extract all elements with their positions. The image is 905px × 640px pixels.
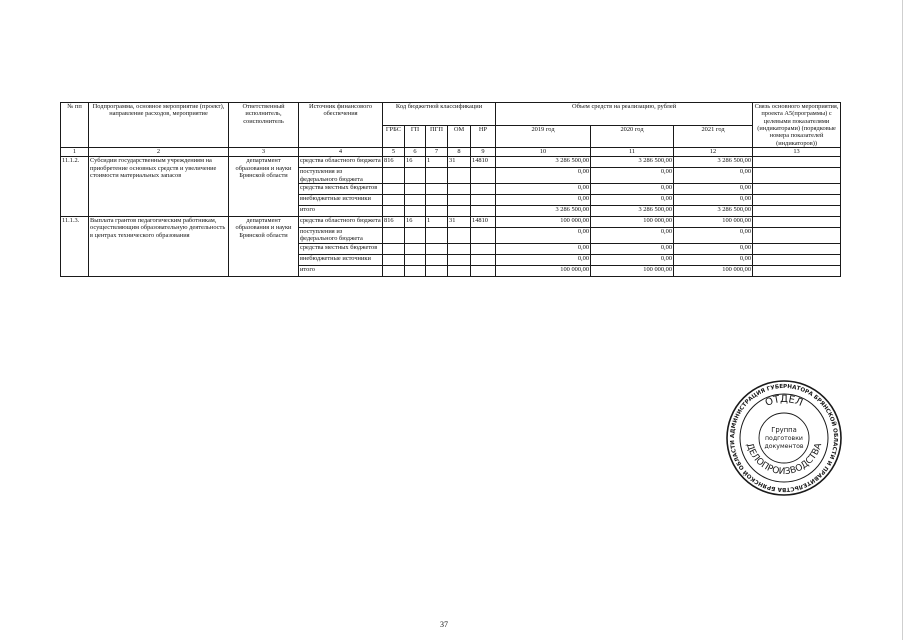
col-number: 5	[383, 148, 405, 157]
page-number: 37	[440, 620, 448, 629]
code-nr	[471, 227, 496, 243]
stamp-dept-top: ОТДЕЛ	[763, 393, 805, 409]
col-number: 10	[496, 148, 591, 157]
amount-2019: 3 286 500,00	[496, 157, 591, 168]
header-om: ОМ	[448, 125, 471, 148]
indicator-link-cell	[753, 265, 841, 276]
header-grbs: ГРБС	[383, 125, 405, 148]
code-pgp: 1	[426, 157, 448, 168]
header-year-2019: 2019 год	[496, 125, 591, 148]
header-budget-code: Код бюджетной классификации	[383, 103, 496, 126]
code-om	[448, 168, 471, 184]
funding-source: средства областного бюджета	[299, 157, 383, 168]
amount-2019: 3 286 500,00	[496, 205, 591, 216]
amount-2019: 100 000,00	[496, 216, 591, 227]
scan-edge-line	[902, 0, 903, 640]
amount-2019: 0,00	[496, 194, 591, 205]
amount-2021: 0,00	[674, 168, 753, 184]
code-nr	[471, 254, 496, 265]
indicator-link-cell	[753, 243, 841, 254]
code-nr	[471, 168, 496, 184]
col-number: 6	[405, 148, 426, 157]
indicator-link-cell	[753, 157, 841, 168]
stamp-center-line: документов	[764, 443, 804, 450]
amount-2020: 0,00	[591, 227, 674, 243]
indicator-link-cell	[753, 183, 841, 194]
header-responsible: Ответственный исполнитель, соисполнитель	[229, 103, 299, 148]
code-gp: 16	[405, 216, 426, 227]
header-subprogram: Подпрограмма, основное мероприятие (проект), направление расходов, мероприятие	[89, 103, 229, 148]
code-gp	[405, 168, 426, 184]
stamp-dept-bottom: ДЕЛОПРОИЗВОДСТВА	[743, 441, 825, 478]
amount-2021: 100 000,00	[674, 216, 753, 227]
code-gp	[405, 227, 426, 243]
code-nr	[471, 265, 496, 276]
header-num: № пп	[61, 103, 89, 148]
code-om	[448, 265, 471, 276]
code-om	[448, 183, 471, 194]
funding-source: средства местных бюджетов	[299, 183, 383, 194]
header-nr: НР	[471, 125, 496, 148]
funding-source: поступления из федерального бюджета	[299, 227, 383, 243]
amount-2019: 0,00	[496, 168, 591, 184]
responsible-executor: департамент образования и науки Брянской области	[229, 216, 299, 276]
amount-2021: 0,00	[674, 243, 753, 254]
amount-2021: 3 286 500,00	[674, 157, 753, 168]
funding-source: итого	[299, 265, 383, 276]
col-number: 12	[674, 148, 753, 157]
code-gp	[405, 243, 426, 254]
amount-2020: 100 000,00	[591, 265, 674, 276]
col-number: 9	[471, 148, 496, 157]
amount-2020: 0,00	[591, 183, 674, 194]
amount-2020: 0,00	[591, 168, 674, 184]
code-pgp	[426, 243, 448, 254]
responsible-executor: департамент образования и науки Брянской области	[229, 157, 299, 217]
code-pgp	[426, 265, 448, 276]
code-pgp	[426, 254, 448, 265]
activity-name: Субсидии государственным учреждениям на приобретение основных средств и увеличение стоимости материальных запасов	[89, 157, 229, 217]
amount-2020: 0,00	[591, 254, 674, 265]
code-grbs: 816	[383, 157, 405, 168]
funding-source: поступления из федерального бюджета	[299, 168, 383, 184]
code-gp: 16	[405, 157, 426, 168]
amount-2019: 0,00	[496, 243, 591, 254]
code-om	[448, 227, 471, 243]
code-om	[448, 243, 471, 254]
code-pgp	[426, 205, 448, 216]
column-number-row	[61, 148, 841, 157]
amount-2021: 100 000,00	[674, 265, 753, 276]
code-gp	[405, 265, 426, 276]
amount-2020: 100 000,00	[591, 216, 674, 227]
amount-2021: 3 286 500,00	[674, 205, 753, 216]
code-nr	[471, 194, 496, 205]
amount-2020: 3 286 500,00	[591, 157, 674, 168]
funding-source: внебюджетные источники	[299, 194, 383, 205]
code-gp	[405, 254, 426, 265]
col-number: 8	[448, 148, 471, 157]
stamp-center-line: Группа	[771, 426, 797, 434]
code-grbs	[383, 168, 405, 184]
code-nr: 14810	[471, 157, 496, 168]
indicator-link-cell	[753, 216, 841, 227]
code-grbs	[383, 194, 405, 205]
code-nr	[471, 183, 496, 194]
code-gp	[405, 183, 426, 194]
code-pgp	[426, 168, 448, 184]
indicator-link-cell	[753, 168, 841, 184]
header-row	[61, 103, 841, 126]
funding-source: итого	[299, 205, 383, 216]
stamp-ring-text: АДМИНИСТРАЦИЯ ГУБЕРНАТОРА БРЯНСКОЙ ОБЛАСТИ И ПРАВИТЕЛЬСТВА БРЯНСКОЙ ОБЛАСТИ	[729, 383, 839, 493]
col-number: 11	[591, 148, 674, 157]
code-pgp	[426, 194, 448, 205]
code-grbs	[383, 205, 405, 216]
funding-source: внебюджетные источники	[299, 254, 383, 265]
amount-2021: 0,00	[674, 194, 753, 205]
col-number: 13	[753, 148, 841, 157]
col-number: 4	[299, 148, 383, 157]
code-om: 31	[448, 216, 471, 227]
col-number: 2	[89, 148, 229, 157]
header-volume: Объем средств на реализацию, рублей	[496, 103, 753, 126]
code-gp	[405, 194, 426, 205]
code-grbs	[383, 183, 405, 194]
amount-2021: 0,00	[674, 183, 753, 194]
table-row	[61, 157, 841, 168]
header-year-2021: 2021 год	[674, 125, 753, 148]
activity-name: Выплата грантов педагогическим работникам, осуществляющим образовательную деятельность в центрах технического образования	[89, 216, 229, 276]
code-nr	[471, 205, 496, 216]
code-om	[448, 205, 471, 216]
code-grbs	[383, 254, 405, 265]
office-stamp	[724, 378, 844, 498]
col-number: 7	[426, 148, 448, 157]
amount-2019: 0,00	[496, 254, 591, 265]
row-number: 11.1.2.	[61, 157, 89, 217]
code-gp	[405, 205, 426, 216]
amount-2020: 0,00	[591, 243, 674, 254]
indicator-link-cell	[753, 254, 841, 265]
funding-source: средства местных бюджетов	[299, 243, 383, 254]
amount-2019: 100 000,00	[496, 265, 591, 276]
header-link: Связь основного мероприятия, проекта А5(программы) с целевыми показателями (индикаторами) (порядковые номера показателей (индикаторов))	[753, 103, 841, 148]
code-om: 31	[448, 157, 471, 168]
funding-source: средства областного бюджета	[299, 216, 383, 227]
amount-2021: 0,00	[674, 227, 753, 243]
code-nr: 14810	[471, 216, 496, 227]
stamp-center-line: подготовки	[765, 435, 803, 442]
amount-2019: 0,00	[496, 183, 591, 194]
code-grbs	[383, 227, 405, 243]
col-number: 3	[229, 148, 299, 157]
indicator-link-cell	[753, 227, 841, 243]
code-grbs	[383, 243, 405, 254]
budget-table	[60, 102, 841, 277]
header-year-2020: 2020 год	[591, 125, 674, 148]
indicator-link-cell	[753, 194, 841, 205]
code-pgp	[426, 227, 448, 243]
code-nr	[471, 243, 496, 254]
code-om	[448, 194, 471, 205]
amount-2020: 0,00	[591, 194, 674, 205]
header-source: Источник финансового обеспечения	[299, 103, 383, 148]
header-pgp: ПГП	[426, 125, 448, 148]
indicator-link-cell	[753, 205, 841, 216]
code-pgp: 1	[426, 216, 448, 227]
table-row	[61, 216, 841, 227]
code-grbs	[383, 265, 405, 276]
amount-2021: 0,00	[674, 254, 753, 265]
code-om	[448, 254, 471, 265]
code-pgp	[426, 183, 448, 194]
col-number: 1	[61, 148, 89, 157]
row-number: 11.1.3.	[61, 216, 89, 276]
code-grbs: 816	[383, 216, 405, 227]
amount-2019: 0,00	[496, 227, 591, 243]
amount-2020: 3 286 500,00	[591, 205, 674, 216]
header-gp: ГП	[405, 125, 426, 148]
